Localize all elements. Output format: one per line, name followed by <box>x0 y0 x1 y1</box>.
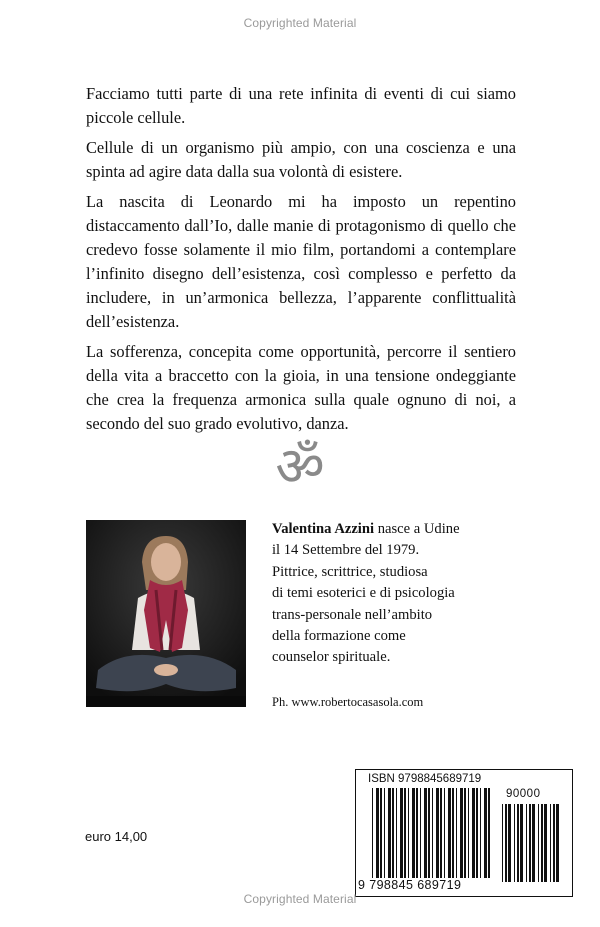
bio-line-4: di temi esoterici e di psicologia <box>272 585 455 602</box>
bio-line-5: trans-personale nell’ambito <box>272 606 433 623</box>
isbn-label: ISBN 9798845689719 <box>368 773 482 785</box>
bio-line-3: Pittrice, scrittrice, studiosa <box>272 563 428 580</box>
addon-digits: 90000 <box>506 788 541 800</box>
svg-text:ॐ: ॐ <box>275 435 325 497</box>
paragraph-1: Facciamo tutti parte di una rete infinita di eventi di cui siamo piccole cellule. <box>86 84 516 127</box>
author-photo <box>86 520 246 707</box>
bio-line-7: counselor spirituale. <box>272 649 391 666</box>
paragraph-4: La sofferenza, concepita come opportunità, percorre il sentiero della vita a braccetto con la gioia, in una tensione ondeggiante che crea la frequenza armonica sulla quale ognuno di noi, a secondo del suo grado evolutivo, danza. <box>86 342 516 433</box>
bio-line-6: della formazione come <box>272 628 406 645</box>
barcode-digits: 9 798845 689719 <box>358 878 462 892</box>
author-bio <box>272 519 502 669</box>
watermark-bottom: Copyrighted Material <box>243 892 357 906</box>
om-icon <box>268 433 332 497</box>
price-label: euro 14,00 <box>85 829 148 844</box>
barcode <box>355 769 573 897</box>
bio-line-2: il 14 Settembre del 1979. <box>272 542 420 559</box>
author-name: Valentina Azzini <box>272 521 375 537</box>
bio-line-1: Valentina Azzini nasce a Udine <box>272 521 460 537</box>
back-cover-text <box>86 82 516 442</box>
photo-credit: Ph. www.robertocasasola.com <box>272 695 424 709</box>
paragraph-2: Cellule di un organismo più ampio, con una coscienza e una spinta ad agire data dalla sua volontà di esistere. <box>86 138 516 181</box>
watermark-top: Copyrighted Material <box>243 16 357 30</box>
paragraph-3: La nascita di Leonardo mi ha imposto un repentino distaccamento dall’Io, dalle manie di protagonismo di quello che credevo fosse solamente il mio film, portandomi a contemplare l’infinito disegno dell’esistenza, così complesso e perfetto da includere, in un’armonica bellezza, l’apparente conflittualità dell’esistenza. <box>86 192 516 331</box>
